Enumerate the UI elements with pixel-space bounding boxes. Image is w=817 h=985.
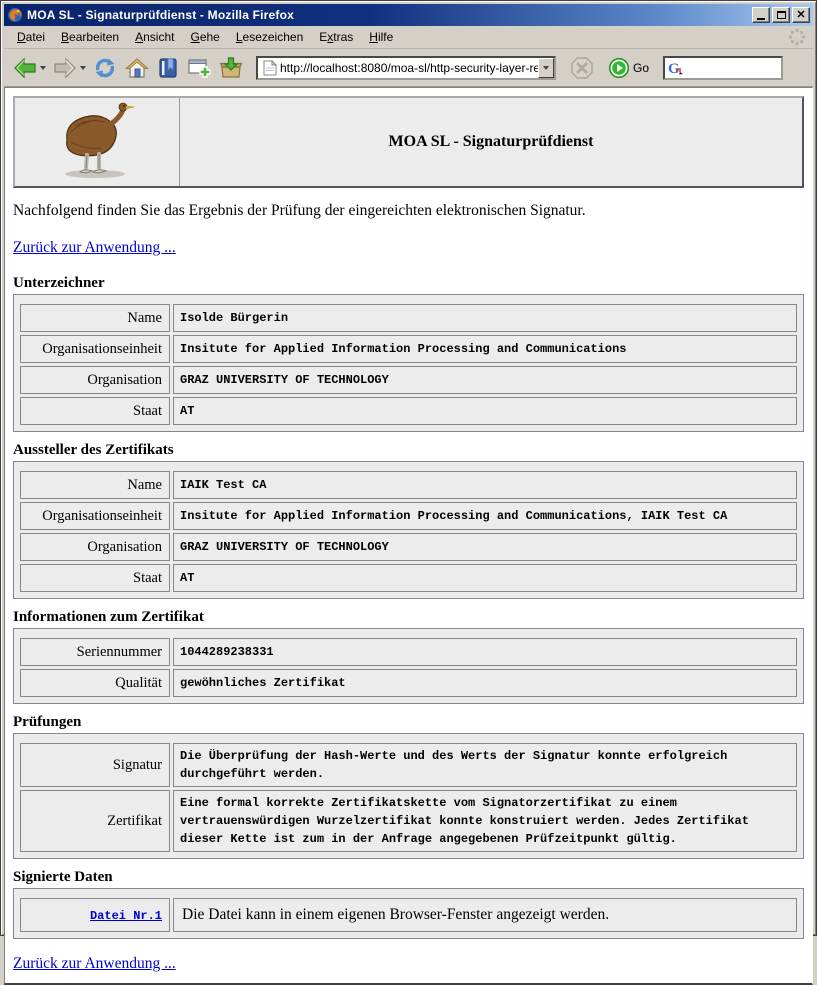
signierte-daten-table bbox=[13, 888, 804, 939]
close-icon: ✕ bbox=[796, 8, 806, 21]
url-dropdown-button[interactable] bbox=[538, 58, 554, 78]
row-label: Organisationseinheit bbox=[20, 502, 170, 530]
section-heading-aussteller: Aussteller des Zertifikats bbox=[13, 442, 174, 458]
row-label: Staat bbox=[20, 564, 170, 592]
header-title-cell bbox=[180, 98, 802, 186]
row-label: Staat bbox=[20, 397, 170, 425]
minimize-button[interactable] bbox=[752, 7, 770, 23]
new-window-button[interactable] bbox=[184, 54, 214, 82]
row-label: Name bbox=[20, 471, 170, 499]
row-value: IAIK Test CA bbox=[173, 471, 797, 499]
menu-ansicht[interactable]: Ansicht bbox=[135, 30, 175, 44]
back-button[interactable] bbox=[10, 54, 48, 82]
page-header bbox=[13, 96, 804, 188]
downloads-box-icon bbox=[218, 56, 244, 80]
search-bar bbox=[663, 56, 783, 80]
row-value: GRAZ UNIVERSITY OF TECHNOLOGY bbox=[173, 366, 797, 394]
search-input[interactable] bbox=[685, 61, 779, 75]
navigation-toolbar bbox=[4, 49, 813, 87]
google-g-icon[interactable] bbox=[667, 60, 685, 76]
maximize-button[interactable] bbox=[772, 7, 790, 23]
page-title: MOA SL - Signaturprüfdienst bbox=[388, 133, 594, 150]
title-bar bbox=[4, 4, 813, 26]
table-row bbox=[20, 638, 797, 666]
row-label bbox=[20, 898, 170, 932]
row-value: Die Datei kann in einem eigenen Browser-Fenster angezeigt werden. bbox=[173, 898, 797, 932]
row-value: Die Überprüfung der Hash-Werte und des Werts der Signatur konnte erfolgreich durchgeführt werden. bbox=[173, 743, 797, 787]
section-heading-signierte-daten: Signierte Daten bbox=[13, 869, 113, 885]
reload-button[interactable] bbox=[90, 54, 120, 82]
row-label: Name bbox=[20, 304, 170, 332]
forward-button[interactable] bbox=[50, 54, 88, 82]
moa-bird-logo bbox=[37, 102, 157, 182]
back-dropdown-icon[interactable] bbox=[40, 66, 46, 70]
url-bar bbox=[256, 56, 556, 80]
row-value: Eine formal korrekte Zertifikatskette vom Signatorzertifikat zu einem vertrauenswürdigen Wurzelzertifikat konnte konstruiert werden. Jedes Zertifikat dieser Kette ist zum in der Anfrage angegebenen Prüfzeitpunkt gültig. bbox=[173, 790, 797, 852]
section-heading-zertifikat-info: Informationen zum Zertifikat bbox=[13, 609, 204, 625]
menu-gehe[interactable]: Gehe bbox=[190, 30, 220, 44]
page-content bbox=[4, 87, 813, 985]
downloads-button[interactable] bbox=[216, 54, 246, 82]
table-row bbox=[20, 304, 797, 332]
section-heading-unterzeichner: Unterzeichner bbox=[13, 275, 105, 291]
minimize-icon bbox=[757, 18, 765, 20]
menu-bearbeiten[interactable]: Bearbeiten bbox=[61, 30, 120, 44]
table-row bbox=[20, 743, 797, 787]
unterzeichner-table bbox=[13, 294, 804, 432]
svg-text:G: G bbox=[668, 60, 680, 77]
section-heading-pruefungen: Prüfungen bbox=[13, 714, 82, 730]
home-icon bbox=[124, 56, 150, 80]
stop-icon bbox=[570, 56, 594, 80]
menu-datei[interactable]: Datei bbox=[17, 30, 46, 44]
window-title: MOA SL - Signaturprüfdienst - Mozilla Firefox bbox=[27, 8, 295, 22]
back-to-application-link[interactable]: Zurück zur Anwendung ... bbox=[13, 239, 176, 256]
table-row bbox=[20, 669, 797, 697]
row-value: AT bbox=[173, 397, 797, 425]
row-value: Isolde Bürgerin bbox=[173, 304, 797, 332]
row-label: Qualität bbox=[20, 669, 170, 697]
row-label: Zertifikat bbox=[20, 790, 170, 852]
zertifikat-info-table bbox=[13, 628, 804, 704]
row-value: Insitute for Applied Information Processing and Communications bbox=[173, 335, 797, 363]
logo-cell bbox=[15, 98, 180, 186]
firefox-icon bbox=[7, 7, 23, 23]
row-value: Insitute for Applied Information Processing and Communications, IAIK Test CA bbox=[173, 502, 797, 530]
datei-nr1-link[interactable]: Datei Nr.1 bbox=[89, 908, 162, 923]
row-label: Signatur bbox=[20, 743, 170, 787]
forward-dropdown-icon[interactable] bbox=[80, 66, 86, 70]
back-to-application-link-bottom[interactable]: Zurück zur Anwendung ... bbox=[13, 955, 176, 972]
bookmarks-button[interactable] bbox=[154, 54, 182, 82]
close-button[interactable] bbox=[792, 7, 810, 23]
pruefungen-table bbox=[13, 733, 804, 859]
row-label: Organisationseinheit bbox=[20, 335, 170, 363]
table-row bbox=[20, 502, 797, 530]
row-value: 1044289238331 bbox=[173, 638, 797, 666]
menu-extras[interactable]: Extras bbox=[319, 30, 354, 44]
table-row bbox=[20, 564, 797, 592]
row-value: AT bbox=[173, 564, 797, 592]
row-label: Organisation bbox=[20, 533, 170, 561]
page-icon bbox=[263, 60, 277, 76]
home-button[interactable] bbox=[122, 54, 152, 82]
table-row bbox=[20, 898, 797, 932]
table-row bbox=[20, 366, 797, 394]
bookmarks-book-icon bbox=[156, 56, 180, 80]
row-value: gewöhnliches Zertifikat bbox=[173, 669, 797, 697]
row-label: Organisation bbox=[20, 366, 170, 394]
menu-lesezeichen[interactable]: Lesezeichen bbox=[235, 30, 304, 44]
url-input[interactable] bbox=[280, 59, 538, 77]
back-icon bbox=[12, 56, 38, 80]
table-row bbox=[20, 533, 797, 561]
menu-hilfe[interactable]: Hilfe bbox=[369, 30, 394, 44]
stop-button[interactable] bbox=[568, 54, 596, 82]
forward-icon bbox=[52, 56, 78, 80]
aussteller-table bbox=[13, 461, 804, 599]
table-row bbox=[20, 790, 797, 852]
maximize-icon bbox=[777, 11, 786, 19]
table-row bbox=[20, 335, 797, 363]
go-label: Go bbox=[633, 60, 650, 75]
chevron-down-icon bbox=[543, 66, 549, 70]
reload-icon bbox=[92, 56, 118, 80]
go-icon bbox=[608, 57, 630, 79]
row-label: Seriennummer bbox=[20, 638, 170, 666]
go-button[interactable] bbox=[606, 55, 651, 81]
intro-text: Nachfolgend finden Sie das Ergebnis der Prüfung der eingereichten elektronischen Signatur. bbox=[13, 202, 586, 219]
table-row bbox=[20, 397, 797, 425]
menu-bar bbox=[4, 26, 813, 49]
table-row bbox=[20, 471, 797, 499]
throbber-icon bbox=[788, 28, 806, 46]
new-window-icon bbox=[186, 56, 212, 80]
row-value: GRAZ UNIVERSITY OF TECHNOLOGY bbox=[173, 533, 797, 561]
